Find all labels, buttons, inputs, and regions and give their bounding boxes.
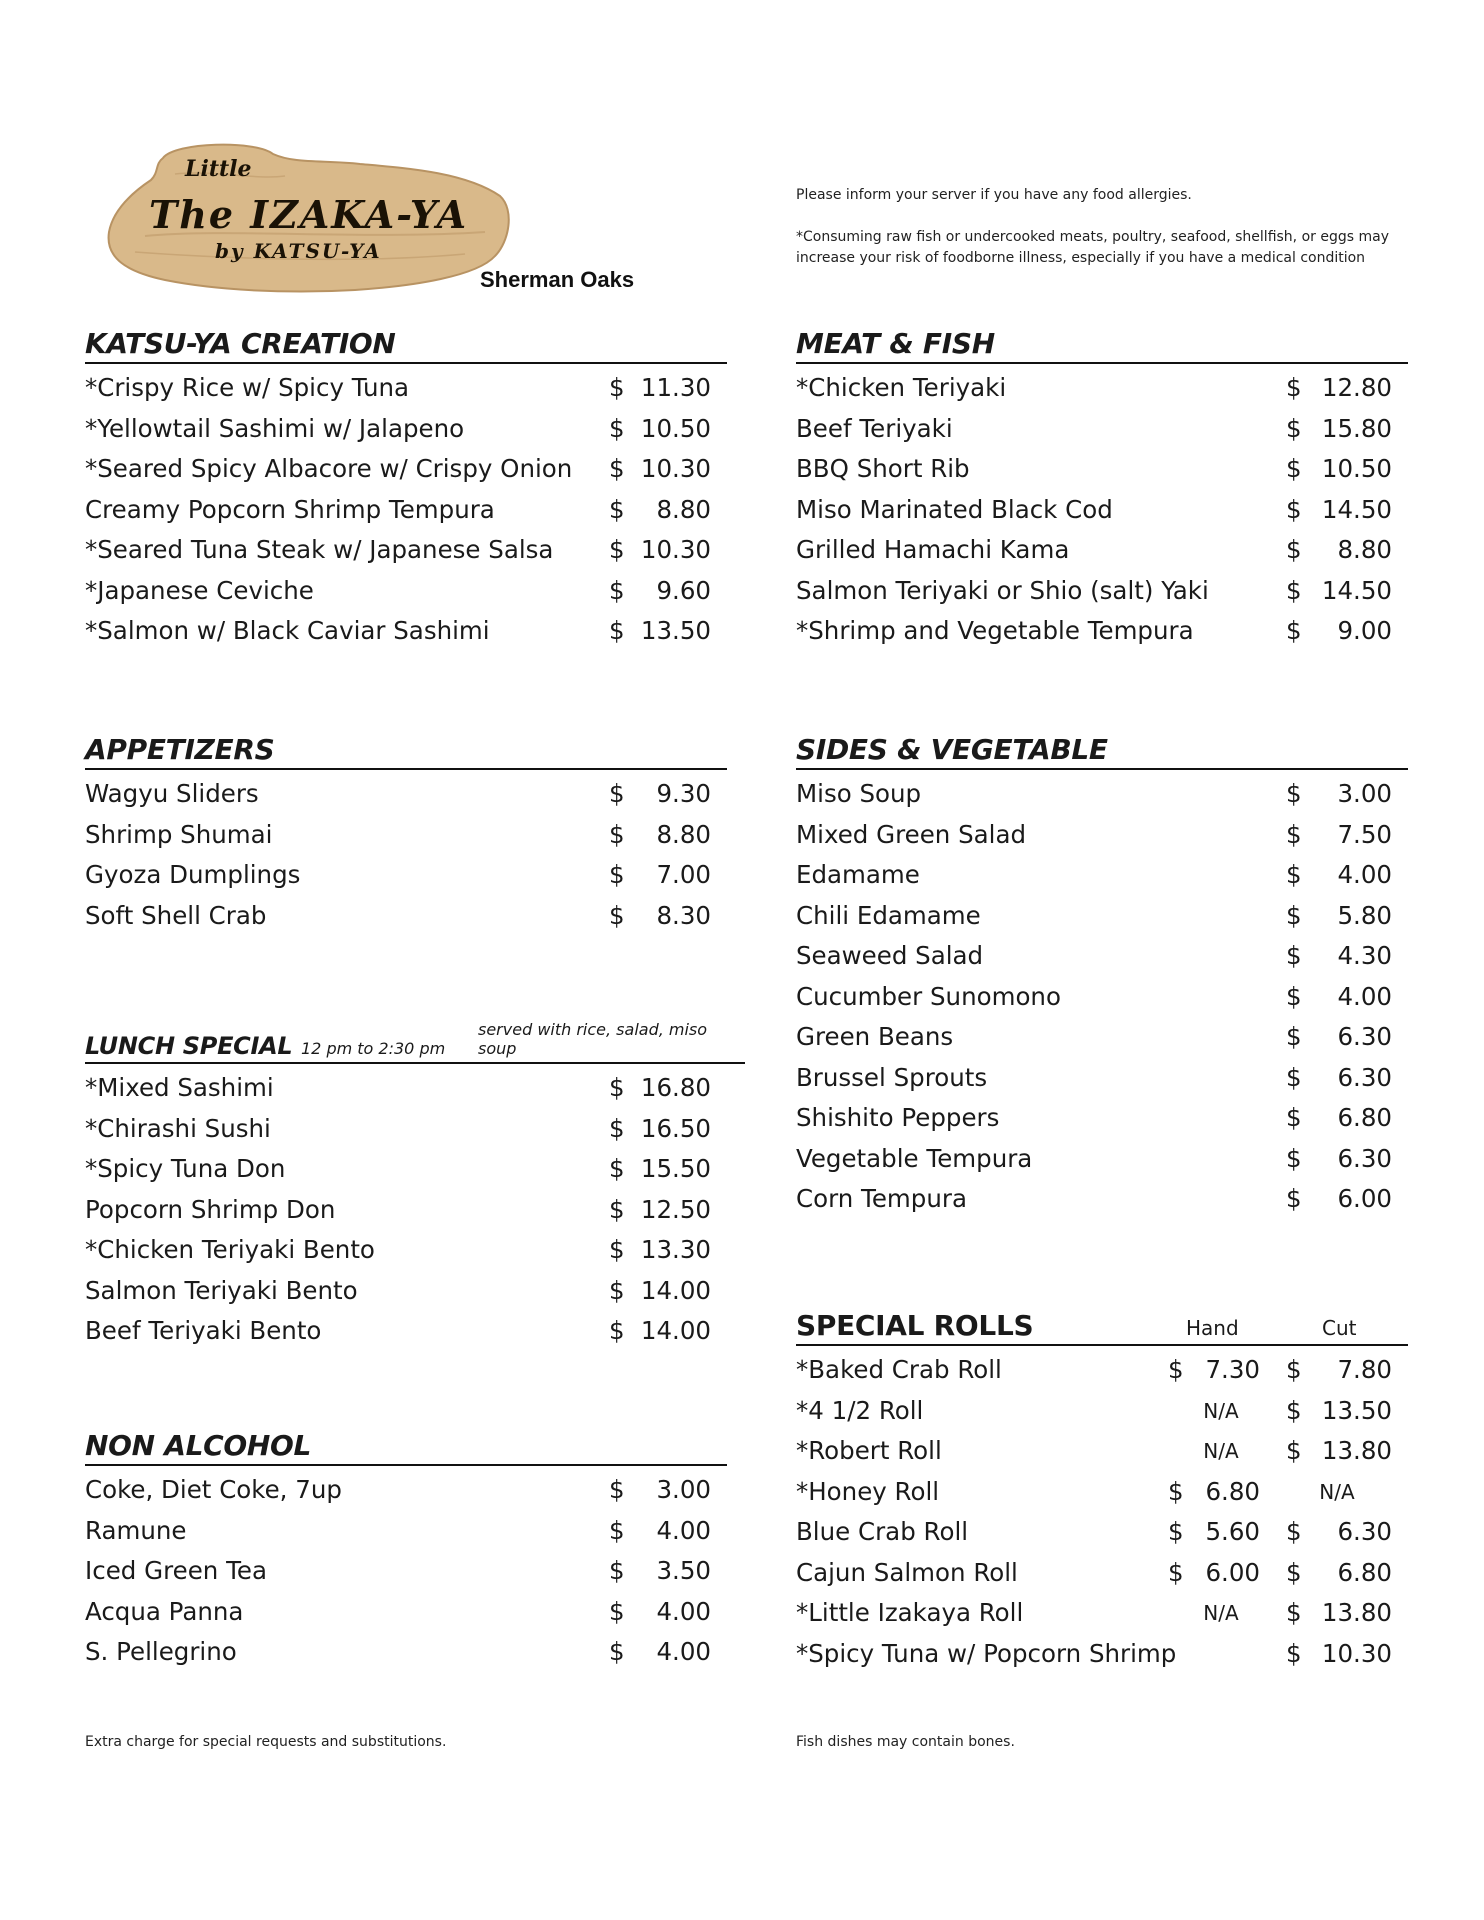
menu-item	[796, 815, 1408, 856]
cut-price: 13.80	[1321, 1598, 1392, 1627]
menu-item	[85, 1632, 727, 1673]
item-name: Vegetable Tempura	[796, 1143, 1033, 1173]
logo-by-text: by KATSU-YA	[215, 239, 382, 263]
item-name: Popcorn Shrimp Don	[85, 1194, 336, 1224]
currency-symbol: $	[1286, 860, 1302, 889]
item-name: *Mixed Sashimi	[85, 1073, 274, 1102]
item-price: 16.80	[640, 1073, 711, 1102]
currency-symbol: $	[1168, 1355, 1184, 1384]
item-price: 6.30	[1337, 1143, 1392, 1173]
item-price: 4.00	[1337, 860, 1392, 889]
menu-item	[796, 530, 1408, 571]
hand-column-header: Hand	[1186, 1316, 1239, 1340]
currency-symbol: $	[1286, 1103, 1302, 1132]
item-name: *Seared Tuna Steak w/ Japanese Salsa	[85, 535, 554, 564]
item-price: 6.30	[1337, 1062, 1392, 1092]
currency-symbol: $	[609, 1596, 625, 1626]
cut-price: 7.80	[1337, 1355, 1392, 1384]
menu-item	[85, 1271, 727, 1312]
item-price: 9.00	[1337, 616, 1392, 645]
item-name: *Yellowtail Sashimi w/ Jalapeno	[85, 413, 465, 443]
menu-item	[85, 449, 727, 490]
cut-price: 6.30	[1337, 1517, 1392, 1546]
currency-symbol: $	[1286, 373, 1302, 402]
currency-symbol: $	[1286, 981, 1302, 1011]
item-name: Corn Tempura	[796, 1184, 967, 1213]
menu-item	[85, 1190, 727, 1231]
currency-symbol: $	[1286, 900, 1302, 930]
meat-fish-section	[796, 326, 1408, 652]
item-name: Blue Crab Roll	[796, 1517, 969, 1546]
item-name: Grilled Hamachi Kama	[796, 535, 1070, 564]
hand-price: N/A	[1203, 1398, 1239, 1423]
item-name: *Chicken Teriyaki Bento	[85, 1235, 375, 1264]
menu-item	[85, 1068, 727, 1109]
item-price: 12.50	[640, 1194, 711, 1224]
currency-symbol: $	[1286, 1062, 1302, 1092]
item-name: Chili Edamame	[796, 900, 981, 930]
currency-symbol: $	[1286, 1436, 1302, 1465]
footer-note-left: Extra charge for special requests and substitutions.	[85, 1734, 447, 1750]
item-name: *Seared Spicy Albacore w/ Crispy Onion	[85, 454, 573, 483]
menu-item	[796, 368, 1408, 409]
logo-main-text: The IZAKA-YA	[149, 192, 469, 237]
currency-symbol: $	[1168, 1557, 1184, 1587]
item-price: 8.80	[656, 494, 711, 524]
item-name: Brussel Sprouts	[796, 1062, 988, 1092]
menu-item	[85, 1592, 727, 1633]
currency-symbol: $	[609, 1515, 625, 1545]
menu-item	[796, 1634, 1408, 1675]
menu-item	[85, 409, 727, 450]
logo-little-text: Little	[185, 156, 252, 182]
currency-symbol: $	[609, 373, 625, 402]
item-name: *Little Izakaya Roll	[796, 1598, 1024, 1627]
item-price: 14.00	[640, 1275, 711, 1305]
cut-price: 10.30	[1321, 1638, 1392, 1668]
menu-item	[85, 896, 727, 937]
item-price: 9.60	[656, 575, 711, 605]
currency-symbol: $	[609, 616, 625, 645]
currency-symbol: $	[1286, 535, 1302, 564]
currency-symbol: $	[1168, 1476, 1184, 1506]
menu-item	[85, 611, 727, 652]
menu-list	[85, 1068, 727, 1352]
menu-item	[796, 409, 1408, 450]
menu-item	[85, 1470, 727, 1511]
menu-item	[85, 774, 727, 815]
currency-symbol: $	[609, 1235, 625, 1264]
item-name: Beef Teriyaki Bento	[85, 1316, 322, 1345]
item-price: 4.00	[656, 1637, 711, 1666]
menu-list	[796, 774, 1408, 1220]
item-price: 9.30	[656, 779, 711, 808]
menu-item	[796, 774, 1408, 815]
raw-food-notice: *Consuming raw fish or undercooked meats, poultry, seafood, shellfish, or eggs may increase your risk of foodborne illness, especially if you have a medical condition	[796, 229, 1389, 266]
menu-item	[85, 1311, 727, 1352]
item-price: 6.00	[1337, 1184, 1392, 1213]
menu-item	[796, 1391, 1408, 1432]
section-title: SPECIAL ROLLS	[796, 1309, 1034, 1342]
menu-item	[796, 490, 1408, 531]
special-rolls-section	[796, 1308, 1408, 1674]
currency-symbol: $	[609, 535, 625, 564]
item-name: Acqua Panna	[85, 1596, 244, 1626]
menu-item	[796, 1058, 1408, 1099]
item-price: 8.80	[656, 819, 711, 849]
currency-symbol: $	[609, 1475, 625, 1504]
item-name: Cucumber Sunomono	[796, 981, 1061, 1011]
item-name: Beef Teriyaki	[796, 413, 953, 443]
item-name: Coke, Diet Coke, 7up	[85, 1475, 342, 1504]
item-price: 10.30	[640, 535, 711, 564]
currency-symbol: $	[1286, 1638, 1302, 1668]
item-name: *Crispy Rice w/ Spicy Tuna	[85, 373, 410, 402]
item-name: Seaweed Salad	[796, 941, 984, 970]
menu-item	[796, 1553, 1408, 1594]
hand-price: 6.00	[1205, 1557, 1260, 1587]
cut-price: 13.50	[1321, 1395, 1392, 1425]
currency-symbol: $	[609, 1154, 625, 1183]
katsuya-creation-section	[85, 326, 727, 652]
item-name: Miso Soup	[796, 779, 922, 808]
menu-list	[85, 774, 727, 936]
currency-symbol: $	[1286, 616, 1302, 645]
item-price: 6.80	[1337, 1103, 1392, 1132]
cut-price: N/A	[1319, 1479, 1355, 1504]
item-name: *Chicken Teriyaki	[796, 373, 1007, 402]
section-title: SIDES & VEGETABLE	[796, 733, 1108, 766]
item-name: Miso Marinated Black Cod	[796, 494, 1113, 524]
cut-column-header: Cut	[1322, 1316, 1357, 1340]
item-price: 3.50	[656, 1556, 711, 1585]
item-name: Green Beans	[796, 1022, 954, 1051]
item-name: Ramune	[85, 1515, 187, 1545]
item-name: *Honey Roll	[796, 1476, 940, 1506]
menu-item	[85, 1511, 727, 1552]
hand-price: 5.60	[1205, 1517, 1260, 1546]
menu-item	[796, 611, 1408, 652]
menu-item	[85, 855, 727, 896]
item-name: Creamy Popcorn Shrimp Tempura	[85, 494, 495, 524]
menu-item	[796, 1179, 1408, 1220]
item-price: 13.50	[640, 616, 711, 645]
currency-symbol: $	[1286, 1184, 1302, 1213]
item-price: 14.50	[1321, 494, 1392, 524]
menu-item	[85, 1149, 727, 1190]
hand-price: 7.30	[1205, 1355, 1260, 1384]
currency-symbol: $	[1286, 1557, 1302, 1587]
item-price: 4.00	[656, 1515, 711, 1545]
menu-list	[796, 1350, 1408, 1674]
item-price: 4.00	[656, 1596, 711, 1626]
hand-price: N/A	[1203, 1439, 1239, 1463]
item-price: 7.00	[656, 860, 711, 889]
menu-item	[796, 855, 1408, 896]
section-title: LUNCH SPECIAL	[85, 1032, 293, 1060]
non-alcohol-section	[85, 1428, 727, 1673]
allergy-notice: Please inform your server if you have any food allergies.	[796, 187, 1192, 203]
section-title: KATSU-YA CREATION	[85, 327, 396, 360]
item-price: 12.80	[1321, 373, 1392, 402]
menu-item	[85, 815, 727, 856]
menu-item	[796, 1431, 1408, 1472]
currency-symbol: $	[609, 860, 625, 889]
menu-item	[85, 490, 727, 531]
item-name: Salmon Teriyaki or Shio (salt) Yaki	[796, 575, 1209, 605]
currency-symbol: $	[609, 900, 625, 930]
hand-price: 6.80	[1205, 1476, 1260, 1506]
menu-item	[796, 1139, 1408, 1180]
item-price: 16.50	[640, 1113, 711, 1143]
item-price: 10.50	[640, 413, 711, 443]
menu-item	[796, 936, 1408, 977]
currency-symbol: $	[1286, 941, 1302, 970]
currency-symbol: $	[1286, 413, 1302, 443]
currency-symbol: $	[609, 1556, 625, 1585]
section-title: NON ALCOHOL	[85, 1429, 312, 1462]
item-price: 11.30	[640, 373, 711, 402]
restaurant-location: Sherman Oaks	[480, 267, 635, 292]
item-name: Shishito Peppers	[796, 1103, 1000, 1132]
item-name: BBQ Short Rib	[796, 454, 970, 483]
hand-price: N/A	[1203, 1601, 1239, 1625]
menu-item	[85, 530, 727, 571]
appetizers-section	[85, 732, 727, 936]
currency-symbol: $	[1168, 1517, 1184, 1546]
item-name: *Chirashi Sushi	[85, 1113, 271, 1143]
item-name: S. Pellegrino	[85, 1637, 237, 1666]
item-name: *Japanese Ceviche	[85, 575, 314, 605]
item-price: 10.30	[640, 454, 711, 483]
menu-item	[85, 1109, 727, 1150]
item-name: Edamame	[796, 860, 920, 889]
item-price: 8.80	[1337, 535, 1392, 564]
currency-symbol: $	[609, 1194, 625, 1224]
menu-item	[85, 571, 727, 612]
item-name: *4 1/2 Roll	[796, 1395, 924, 1425]
menu-item	[796, 1472, 1408, 1513]
lunch-served-with: served with rice, salad, miso soup	[478, 1020, 708, 1058]
currency-symbol: $	[1286, 1598, 1302, 1627]
menu-item	[796, 571, 1408, 612]
item-price: 3.00	[1337, 779, 1392, 808]
currency-symbol: $	[609, 413, 625, 443]
menu-item	[85, 368, 727, 409]
section-title: APPETIZERS	[85, 733, 275, 766]
currency-symbol: $	[609, 454, 625, 483]
menu-list	[85, 368, 727, 652]
currency-symbol: $	[1286, 494, 1302, 524]
currency-symbol: $	[1286, 454, 1302, 483]
item-price: 3.00	[656, 1475, 711, 1504]
cut-price: 13.80	[1321, 1436, 1392, 1465]
cut-price: 6.80	[1337, 1557, 1392, 1587]
menu-item	[796, 449, 1408, 490]
currency-symbol: $	[609, 575, 625, 605]
currency-symbol: $	[1286, 1517, 1302, 1546]
item-name: *Salmon w/ Black Caviar Sashimi	[85, 616, 490, 645]
currency-symbol: $	[1286, 779, 1302, 808]
footer-note-right: Fish dishes may contain bones.	[796, 1734, 1015, 1750]
item-name: *Spicy Tuna Don	[85, 1154, 286, 1183]
item-name: Soft Shell Crab	[85, 900, 267, 930]
item-price: 8.30	[656, 900, 711, 930]
currency-symbol: $	[1286, 575, 1302, 605]
menu-item	[796, 1350, 1408, 1391]
item-price: 13.30	[640, 1235, 711, 1264]
lunch-special-section	[85, 1020, 745, 1352]
currency-symbol: $	[609, 1316, 625, 1345]
restaurant-logo	[105, 140, 511, 294]
currency-symbol: $	[1286, 1355, 1302, 1384]
item-name: *Spicy Tuna w/ Popcorn Shrimp	[796, 1638, 1177, 1668]
menu-list	[796, 368, 1408, 652]
item-price: 15.80	[1321, 413, 1392, 443]
item-name: Wagyu Sliders	[85, 779, 259, 808]
item-price: 14.00	[640, 1316, 711, 1345]
item-price: 10.50	[1321, 454, 1392, 483]
currency-symbol: $	[609, 1637, 625, 1666]
item-name: Salmon Teriyaki Bento	[85, 1275, 358, 1305]
currency-symbol: $	[609, 1073, 625, 1102]
item-price: 5.80	[1337, 900, 1392, 930]
menu-item	[796, 1098, 1408, 1139]
item-name: Gyoza Dumplings	[85, 860, 301, 889]
currency-symbol: $	[1286, 1395, 1302, 1425]
item-name: Cajun Salmon Roll	[796, 1557, 1018, 1587]
currency-symbol: $	[609, 494, 625, 524]
menu-item	[85, 1230, 727, 1271]
menu-list	[85, 1470, 727, 1673]
currency-symbol: $	[609, 779, 625, 808]
currency-symbol: $	[1286, 1022, 1302, 1051]
item-price: 4.30	[1337, 941, 1392, 970]
item-price: 15.50	[640, 1154, 711, 1183]
item-name: Mixed Green Salad	[796, 819, 1027, 849]
item-price: 4.00	[1337, 981, 1392, 1011]
item-name: Shrimp Shumai	[85, 819, 273, 849]
item-price: 6.30	[1337, 1022, 1392, 1051]
item-name: *Baked Crab Roll	[796, 1355, 1002, 1384]
currency-symbol: $	[609, 819, 625, 849]
item-name: *Robert Roll	[796, 1436, 942, 1465]
section-title: MEAT & FISH	[796, 327, 995, 360]
lunch-hours: 12 pm to 2:30 pm	[301, 1039, 446, 1058]
menu-item	[796, 1017, 1408, 1058]
currency-symbol: $	[609, 1275, 625, 1305]
menu-item	[796, 896, 1408, 937]
item-name: *Shrimp and Vegetable Tempura	[796, 616, 1194, 645]
item-price: 14.50	[1321, 575, 1392, 605]
sides-vegetable-section	[796, 732, 1408, 1220]
menu-item	[85, 1551, 727, 1592]
item-name: Iced Green Tea	[85, 1556, 267, 1585]
menu-item	[796, 1512, 1408, 1553]
menu-item	[796, 977, 1408, 1018]
menu-item	[796, 1593, 1408, 1634]
currency-symbol: $	[609, 1113, 625, 1143]
currency-symbol: $	[1286, 1143, 1302, 1173]
item-price: 7.50	[1337, 819, 1392, 849]
currency-symbol: $	[1286, 819, 1302, 849]
